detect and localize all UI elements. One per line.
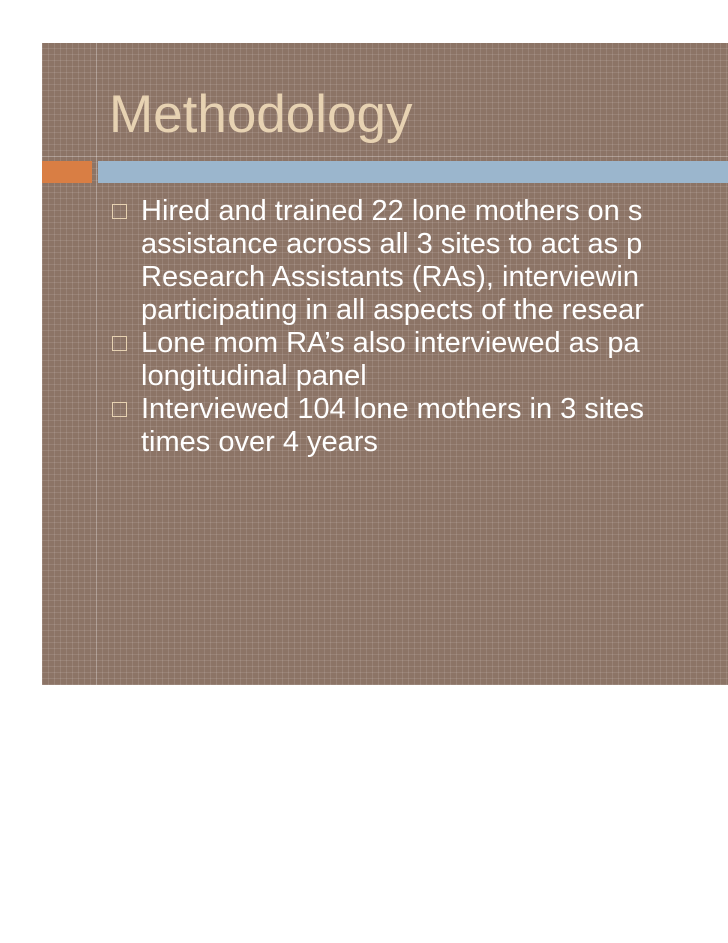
- bullet-item: [112, 327, 728, 393]
- bullet-line: longitudinal panel: [141, 360, 367, 392]
- slide: [42, 43, 728, 685]
- accent-bar-orange: [42, 161, 92, 183]
- bullet-item: [112, 393, 728, 459]
- slide-title: Methodology: [109, 85, 413, 144]
- hollow-square-bullet-icon: [112, 204, 127, 219]
- bullet-item: [112, 195, 728, 327]
- vertical-rule: [96, 43, 97, 685]
- bullet-line: assistance across all 3 sites to act as p: [141, 228, 643, 260]
- bullet-line: Research Assistants (RAs), interviewin: [141, 261, 639, 293]
- bullet-line: Interviewed 104 lone mothers in 3 sites: [141, 393, 644, 425]
- hollow-square-bullet-icon: [112, 402, 127, 417]
- bullet-line: Hired and trained 22 lone mothers on s: [141, 195, 643, 227]
- accent-bar-blue: [98, 161, 728, 183]
- bullet-list: [112, 195, 728, 459]
- bullet-line: Lone mom RA’s also interviewed as pa: [141, 327, 640, 359]
- horizontal-rule: [42, 156, 728, 157]
- bullet-line: times over 4 years: [141, 426, 378, 458]
- hollow-square-bullet-icon: [112, 336, 127, 351]
- bullet-line: participating in all aspects of the resear: [141, 294, 644, 326]
